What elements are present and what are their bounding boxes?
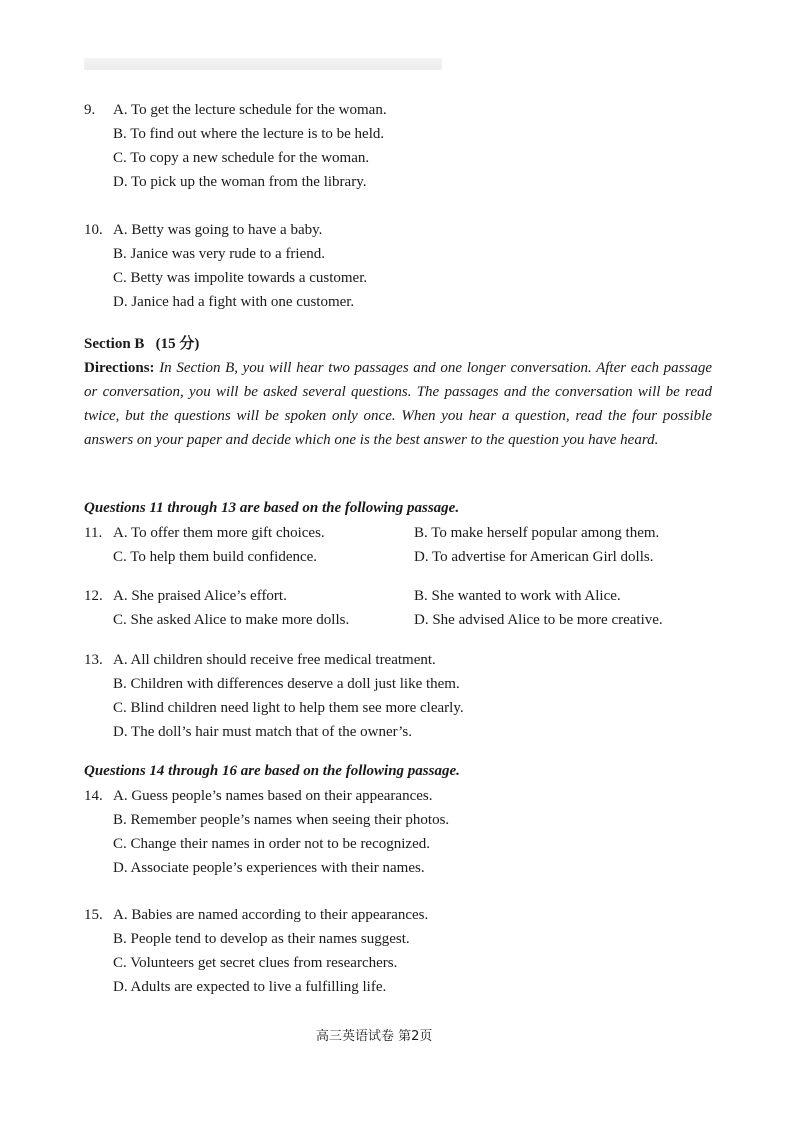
question-number: 15. (84, 907, 103, 923)
option-a: A. To get the lecture schedule for the woman. (113, 102, 387, 118)
option-d: D. Associate people’s experiences with their names. (113, 860, 425, 876)
question-number: 11. (84, 525, 103, 541)
option-a: A. Betty was going to have a baby. (113, 222, 323, 238)
option-d: D. Janice had a fight with one customer. (113, 294, 355, 310)
option-c: C. She asked Alice to make more dolls. (113, 612, 350, 628)
passage-group-title: Questions 14 through 16 are based on the following passage. (84, 763, 460, 779)
option-d: D. Adults are expected to live a fulfilling life. (113, 979, 387, 995)
option-b: B. To find out where the lecture is to be held. (113, 126, 385, 142)
directions (84, 356, 712, 452)
option-d: D. She advised Alice to be more creative. (414, 612, 663, 628)
question-number: 12. (84, 588, 103, 604)
question-number: 14. (84, 788, 103, 804)
option-d: D. To advertise for American Girl dolls. (414, 549, 654, 565)
option-b: B. Janice was very rude to a friend. (113, 246, 326, 262)
question-number: 9. (84, 102, 96, 118)
directions-text: In Section B, you will hear two passages and one longer conversation. After each passage or conversation, you will be asked several questions. The passages and the conversation will be read twice, but the questions will be spoken only once. When you hear a question, read the four possible answers on your paper and decide which one is the best answer to the question you have heard. (84, 360, 713, 448)
option-b: B. People tend to develop as their names suggest. (113, 931, 410, 947)
option-b: B. Remember people’s names when seeing their photos. (113, 812, 450, 828)
option-a: A. All children should receive free medical treatment. (113, 652, 436, 668)
option-c: C. Blind children need light to help them see more clearly. (113, 700, 464, 716)
option-d: D. To pick up the woman from the library. (113, 174, 367, 190)
option-b: B. To make herself popular among them. (414, 525, 660, 541)
section-title (84, 332, 199, 353)
section-name: Section B (84, 336, 145, 352)
question-number: 10. (84, 222, 103, 238)
option-c: C. To copy a new schedule for the woman. (113, 150, 370, 166)
option-c: C. Betty was impolite towards a customer. (113, 270, 368, 286)
option-a: A. Babies are named according to their appearances. (113, 907, 429, 923)
option-d: D. The doll’s hair must match that of the owner’s. (113, 724, 412, 740)
option-b: B. Children with differences deserve a doll just like them. (113, 676, 460, 692)
option-c: C. To help them build confidence. (113, 549, 318, 565)
option-c: C. Change their names in order not to be recognized. (113, 836, 430, 852)
option-c: C. Volunteers get secret clues from researchers. (113, 955, 398, 971)
option-b: B. She wanted to work with Alice. (414, 588, 621, 604)
option-a: A. Guess people’s names based on their appearances. (113, 788, 433, 804)
option-a: A. To offer them more gift choices. (113, 525, 325, 541)
question-number: 13. (84, 652, 103, 668)
passage-group-title: Questions 11 through 13 are based on the following passage. (84, 500, 460, 516)
section-points: (15 分) (155, 336, 200, 352)
directions-label: Directions: (84, 360, 155, 376)
page-footer: 高三英语试卷 第2页 (316, 1029, 433, 1044)
header-bar (84, 58, 442, 70)
option-a: A. She praised Alice’s effort. (113, 588, 287, 604)
